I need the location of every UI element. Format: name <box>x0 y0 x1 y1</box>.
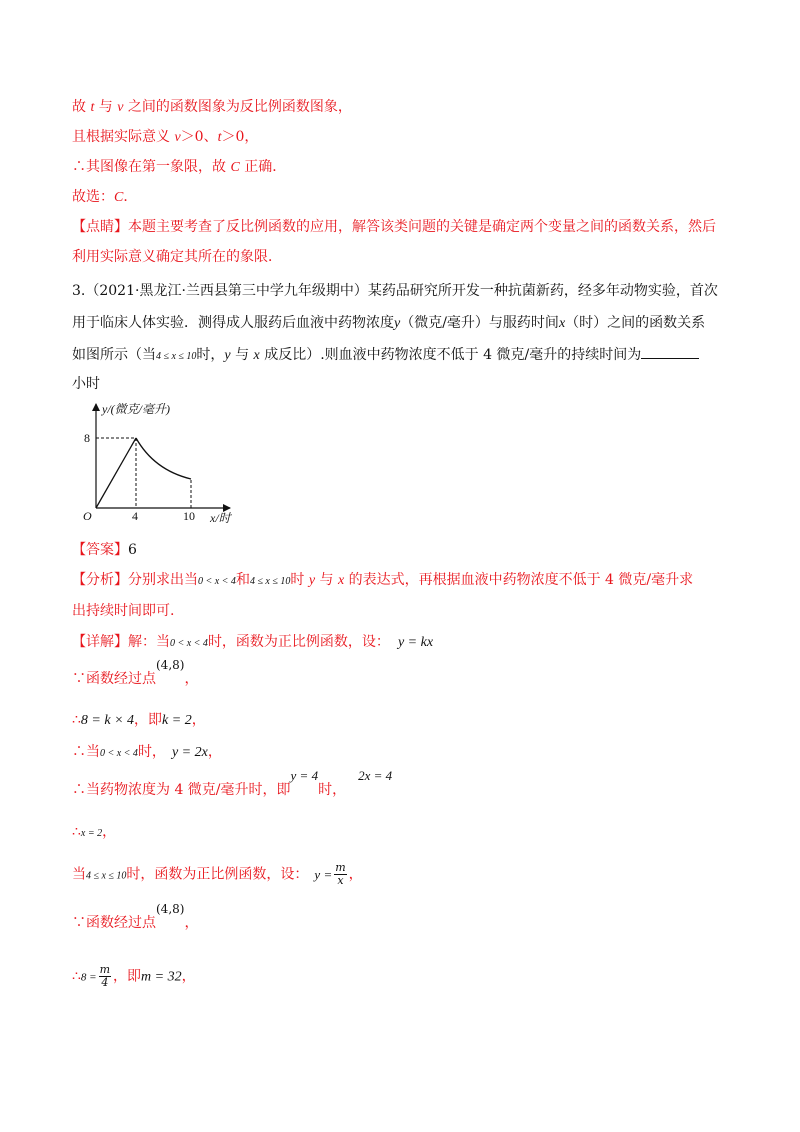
condition: 0 < x < 4 <box>100 748 138 759</box>
text: ， <box>184 671 199 687</box>
option-c: C <box>230 160 240 175</box>
answer-tag: 【答案】 <box>72 542 128 558</box>
condition: 0 < x < 4 <box>198 576 236 587</box>
detail-line <box>72 862 363 887</box>
condition: 4 ≤ x ≤ 10 <box>249 576 291 587</box>
text: 当 <box>72 866 86 883</box>
detail-line <box>72 822 116 844</box>
detail-line <box>72 964 196 989</box>
origin-label: O <box>83 509 92 523</box>
text: 与 <box>315 572 338 588</box>
function-graph <box>70 398 270 530</box>
text: 时 <box>290 572 309 588</box>
var-v: v <box>117 100 124 115</box>
var-x: x <box>558 316 566 331</box>
text: ， <box>102 824 117 840</box>
text: ∵函数经过点 <box>72 915 156 931</box>
fraction <box>334 862 346 887</box>
fraction-denominator: x <box>337 874 344 887</box>
equation: y = <box>314 866 333 882</box>
text: 小时 <box>72 376 100 392</box>
equation: y = kx <box>397 635 434 650</box>
question-line <box>72 313 705 334</box>
equation: 8 = <box>80 971 97 984</box>
text: 出持续时间即可. <box>72 603 175 619</box>
text: 与 <box>230 347 254 363</box>
text: 且根据实际意义 <box>72 129 175 145</box>
text: 时，函数为正比例函数，设： <box>207 634 390 650</box>
var-y: y <box>394 316 401 331</box>
text: 之间的函数图象为反比例函数图象， <box>123 99 352 115</box>
fraction-numerator: m <box>99 963 111 976</box>
question-number: 3. <box>72 283 86 299</box>
text: ∴当 <box>72 744 100 760</box>
equation: y = 2x <box>171 745 208 760</box>
detail-line <box>72 768 393 800</box>
condition: 4 ≤ x ≤ 10 <box>86 870 127 882</box>
text: ∵函数经过点 <box>72 671 156 687</box>
detail-line <box>72 710 206 731</box>
text: 故选： <box>72 189 114 205</box>
text: ，即 <box>113 968 142 985</box>
question-line <box>72 344 699 367</box>
text: ＞0， <box>221 129 259 145</box>
text: 如图所示（当 <box>72 347 156 363</box>
dianjing-line <box>72 247 282 267</box>
text-line <box>72 187 137 208</box>
analysis-line <box>72 570 693 592</box>
question-source: （2021·黑龙江·兰西县第三中学九年级期中） <box>85 283 368 299</box>
text: ， <box>207 744 222 760</box>
detail-line <box>72 632 433 654</box>
dianjing-line <box>72 217 716 237</box>
analysis-line <box>72 601 174 621</box>
text: 时，函数为正比例函数，设： <box>126 866 309 883</box>
y-axis-label: y/(微克/毫升) <box>102 402 170 416</box>
text: ∴ <box>72 968 81 985</box>
text-line <box>72 97 352 118</box>
var-x: x <box>253 348 260 363</box>
equation: 8 = k × 4 <box>80 713 135 728</box>
detail-tag: 【详解】 <box>72 634 128 650</box>
text: ，即 <box>134 712 163 728</box>
text: ． <box>123 189 138 205</box>
text: 故 <box>72 99 91 115</box>
condition: 4 ≤ x ≤ 10 <box>156 351 197 362</box>
text: ∴其图像在第一象限，故 <box>72 159 231 175</box>
text-line <box>72 127 258 148</box>
text: ∴ <box>72 824 81 840</box>
tick-x-4: 4 <box>132 509 138 523</box>
var-v: v <box>174 130 181 145</box>
detail-line <box>72 658 199 689</box>
text: 时， <box>196 347 225 363</box>
text-line <box>72 157 286 178</box>
text: 解：当 <box>128 634 170 650</box>
condition: 0 < x < 4 <box>170 638 208 649</box>
analysis-tag: 【分析】 <box>72 572 128 588</box>
text: （时）之间的函数关系 <box>565 315 706 331</box>
answer-value: 6 <box>128 542 137 558</box>
x-axis-label: x/时 <box>210 511 231 525</box>
text: ， <box>181 968 196 985</box>
text: ∴当药物浓度为 4 微克/毫升时，即 <box>72 782 291 798</box>
var-t: t <box>217 130 222 145</box>
text: 本题主要考查了反比例函数的应用，解答该类问题的关键是确定两个变量之间的函数关系，然后 <box>128 219 716 235</box>
inverse-curve <box>136 438 191 479</box>
equation: y = 4 <box>290 768 319 783</box>
equation: x = 2 <box>80 828 103 839</box>
var-y: y <box>224 348 231 363</box>
text: 和 <box>235 572 250 588</box>
equation: 2x = 4 <box>358 768 393 783</box>
fraction-numerator: m <box>335 861 346 874</box>
text: 的表达式，再根据血液中药物浓度不低于 4 微克/毫升求 <box>344 572 694 588</box>
text: 时， <box>137 744 166 760</box>
question-line <box>72 281 718 301</box>
text: 时， <box>318 782 347 798</box>
text: ， <box>184 915 199 931</box>
fraction-denominator: 4 <box>101 976 109 989</box>
var-y: y <box>308 573 316 588</box>
var-t: t <box>90 100 95 115</box>
linear-segment <box>96 438 136 508</box>
text: （微克/毫升）与服药时间 <box>400 315 559 331</box>
option-c: C <box>114 190 124 205</box>
fraction <box>99 964 111 989</box>
text: 利用实际意义确定其所在的象限． <box>72 249 282 265</box>
tick-y-8: 8 <box>84 431 90 445</box>
equation: k = 2 <box>162 713 192 728</box>
var-x: x <box>337 573 345 588</box>
equation: m = 32 <box>141 969 182 985</box>
detail-line <box>72 742 222 764</box>
detail-line <box>72 902 199 933</box>
text: 正确． <box>239 159 287 175</box>
question-line <box>72 374 100 394</box>
text: ＞0、 <box>180 129 218 145</box>
text: 成反比）.则血液中药物浓度不低于 4 微克/毫升的持续时间为 <box>259 347 642 363</box>
text: ∴ <box>72 712 81 728</box>
text: 用于临床人体实验．测得成人服药后血液中药物浓度 <box>72 315 394 331</box>
dianjing-tag: 【点睛】 <box>72 219 128 235</box>
point: (4,8) <box>156 902 185 916</box>
text: ， <box>348 866 363 883</box>
text: 与 <box>94 99 118 115</box>
tick-x-10: 10 <box>183 509 195 523</box>
point: (4,8) <box>156 658 185 672</box>
answer-blank <box>641 344 699 359</box>
text: ， <box>191 712 206 728</box>
text: 分别求出当 <box>128 572 198 588</box>
text: 某药品研究所开发一种抗菌新药，经多年动物实验，首次 <box>367 283 718 299</box>
answer-line <box>72 540 137 560</box>
